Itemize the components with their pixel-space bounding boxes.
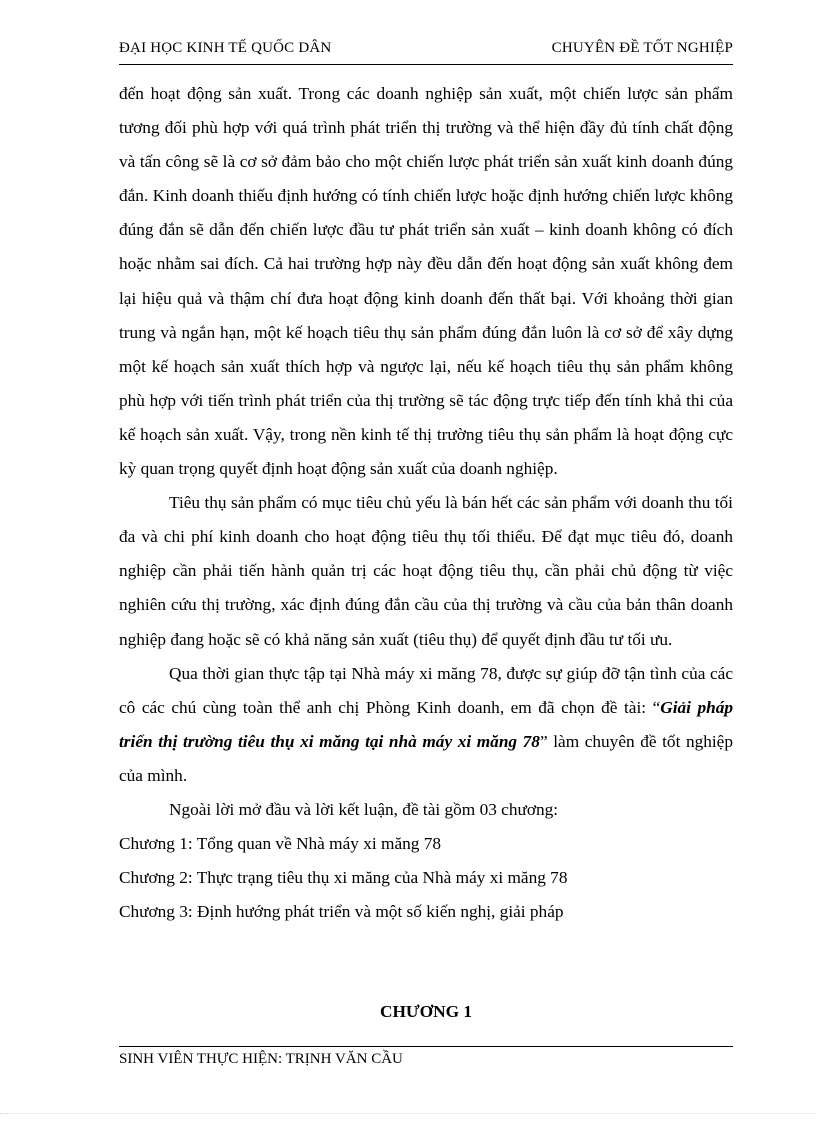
paragraph-2: Tiêu thụ sản phẩm có mục tiêu chủ yếu là bán hết các sản phẩm với doanh thu tối đa và chi phí kinh doanh cho hoạt động tiêu thụ tối thiểu. Để đạt mục tiêu đó, doanh nghiệp cần phải tiến hành quản trị các hoạt động tiêu thụ, cần phải chủ động từ việc nghiên cứu thị trường, xác định đúng đắn cầu của thị trường và cầu của bản thân doanh nghiệp đang hoặc sẽ có khả năng sản xuất (tiêu thụ) để quyết định đầu tư tối ưu. xyxy=(119,493,733,649)
paragraph-3-start: Qua thời gian thực tập tại Nhà máy xi măng 78, được sự giúp đỡ tận tình của các cô các chú cùng toàn thể anh chị Phòng Kinh doanh, em đã chọn đề tài: “ xyxy=(119,663,733,717)
thesis-title: Giải pháp triển thị trường tiêu thụ xi măng tại nhà máy xi măng 78 xyxy=(119,697,733,751)
paragraph-3-end: ” làm chuyên đề tốt nghiệp của mình. xyxy=(119,731,733,785)
chapter-list-item: Chương 3: Định hướng phát triển và một số kiến nghị, giải pháp xyxy=(119,902,564,922)
page-header xyxy=(119,38,733,65)
chapter-list-item: Chương 2: Thực trạng tiêu thụ xi măng của Nhà máy xi măng 78 xyxy=(119,868,568,888)
paragraph-1: đến hoạt động sản xuất. Trong các doanh nghiệp sản xuất, một chiến lược sản phẩm tương đối phù hợp với quá trình phát triển thị trường và thể hiện đầy đủ tính chất động và tấn công sẽ là cơ sở đảm bảo cho một chiến lược phát triển sản xuất kinh doanh đúng đắn. Kinh doanh thiếu định hướng có tính chiến lược hoặc định hướng chiến lược không đúng đắn sẽ dẫn đến chiến lược đầu tư phát triển sản xuất – kinh doanh không có đích hoặc nhằm sai đích. Cả hai trường hợp này đều dẫn đến hoạt động sản xuất không đem lại hiệu quả và thậm chí đưa hoạt động kinh doanh đến thất bại. Với khoảng thời gian trung và ngắn hạn, một kế hoạch tiêu thụ sản phẩm đúng đắn luôn là cơ sở để xây dựng một kế hoạch sản xuất thích hợp và ngược lại, nếu kế hoạch tiêu thụ sản phẩm không phù hợp với tiến trình phát triển của thị trường sẽ tác động trực tiếp đến tính khả thi của kế hoạch sản xuất. Vậy, trong nền kinh tế thị trường tiêu thụ sản phẩm là hoạt động cực kỳ quan trọng quyết định hoạt động sản xuất của doanh nghiệp. xyxy=(119,84,733,479)
footer-student-name: SINH VIÊN THỰC HIỆN: TRỊNH VĂN CẦU xyxy=(119,1051,403,1067)
page-footer xyxy=(119,1046,733,1068)
document-body xyxy=(119,77,733,929)
page-edge-divider xyxy=(0,1113,816,1114)
chapter-list-item: Chương 1: Tổng quan về Nhà máy xi măng 78 xyxy=(119,834,442,854)
paragraph-4: Ngoài lời mở đầu và lời kết luận, đề tài gồm 03 chương: xyxy=(169,799,559,819)
header-university: ĐẠI HỌC KINH TẾ QUỐC DÂN xyxy=(119,40,332,56)
chapter-heading: CHƯƠNG 1 xyxy=(379,1002,472,1021)
header-document-type: CHUYÊN ĐỀ TỐT NGHIỆP xyxy=(551,40,733,56)
paragraph-3 xyxy=(119,657,733,793)
